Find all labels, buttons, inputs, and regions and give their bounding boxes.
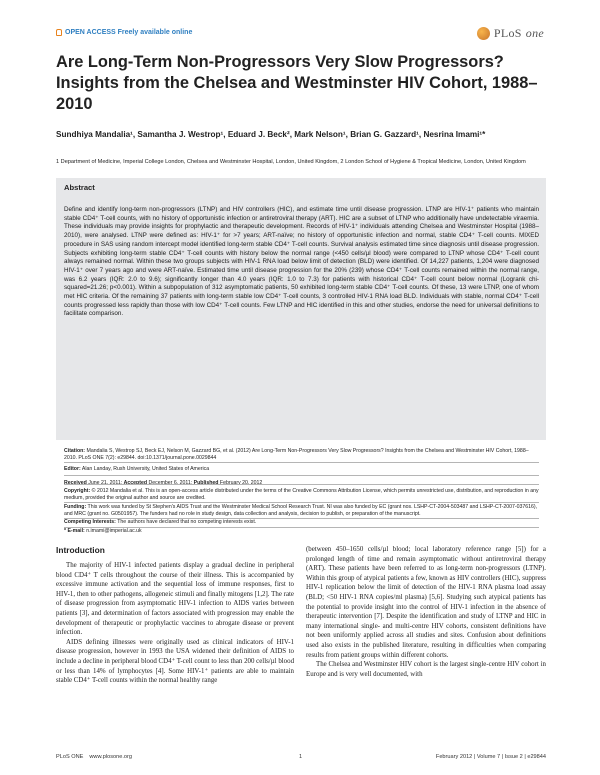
abstract-heading: Abstract [64,183,95,192]
author-list: Sundhiya Mandalia¹, Samantha J. Westrop¹, Eduard J. Beck², Mark Nelson¹, Brian G. Gazzard¹, Nesrina Imami¹* [56,130,486,139]
citation-label: Citation: [64,448,86,454]
logo-text-plos: PLoS [493,26,522,40]
received-label: Received [64,480,87,486]
copyright-text: © 2012 Mandalia et al. This is an open-access article distributed under the terms of the Creative Commons Attribution License, which permits unrestricted use, distribution, and reproduction in any medium, provided the original author and source are credited. [64,488,539,502]
competing-interests-text: The authors have declared that no competing interests exist. [115,519,257,525]
funding-text: This work was funded by St Stephen's AIDS Trust and the Westminster Medical School Research Trust. NI was also funded by EC (grant nos. LSHP-CT-2004-503487 and LSHP-CT-2007-037616), and MRC (grant no. G0501957). The funders had no role in study design, data collection and analysis, decision to publish, or preparation of the manuscript. [64,504,538,518]
journal-header [56,28,544,44]
funding [64,504,539,519]
published-date: February 20, 2012 [219,480,263,486]
intro-paragraph: (between 450–1650 cells/µl blood; local laboratory reference range [5]) for a prolonged length of time and remain asymptomatic without antiretroviral therapy (ART). These patients have been referred to as long-term non-progressors (LTNP). Within this group of atypical patients a few, known as HIV controllers (HIC), suppress HIV-1 replication below the limit of detection of the HIV-1 RNA plasma load assay (BLD; <50 HIV-1 RNA copies/ml plasma) [5,6]. Studying such atypical patients has the potential to provide insight into the control of HIV-1 infection in the absence of therapeutic intervention [7]. Despite the identification and study of LTNP and HIC in many international single- and multi-centre HIV cohorts, consistent definitions have not been uniformly applied across all studies and sites. Confusion about definitions used also exists in the published literature, resulting in difficulties when comparing results from patient groups within different cohorts. [306,546,546,659]
page-footer [56,754,546,764]
published-label: Published [193,480,219,486]
accepted-date: December 6, 2011; [148,480,193,486]
footer-url[interactable]: www.plosone.org [89,754,132,760]
meta-divider [64,484,539,485]
email-label: * E-mail: [64,528,85,534]
intro-paragraph: The Chelsea and Westminster HIV cohort is the largest single-centre HIV cohort in Europe and is very well documented, with [306,661,546,678]
journal-logo [477,26,544,41]
editor-label: Editor: [64,466,81,472]
section-heading-introduction: Introduction [56,545,105,555]
footer-journal-name: PLoS ONE [56,754,84,760]
intro-column-right [306,545,546,679]
abstract-box [56,178,546,440]
abstract-text: Define and identify long-term non-progressors (LTNP) and HIV controllers (HIC), and estimate time until disease progression. LTNP are HIV-1⁺ patients who maintain stable CD4⁺ T-cell counts, with no history of opportunistic infection or antiretroviral therapy (ART). HIC are a subset of LTNP who additionally have undetectable viraemia. These individuals may provide insights for prophylactic and therapeutic development. Records of HIV-1⁺ individuals attending Chelsea and Westminster Hospital (1988–2010), were analysed. LTNP were defined as: HIV-1⁺ for >7 years; ART-naïve; no history of opportunistic infection and normal, stable CD4⁺ T-cell counts. MIXED procedure in SAS using random intercept model identified long-term stable CD4⁺ T-cell counts. Survival analysis estimated time since diagnosis until disease progression. Subjects exhibiting long-term stable CD4⁺ T-cell counts with history below the normal range (<450 cells/µl blood) were compared to LTNP whose CD4⁺ T-cell count always remained normal. Within these two groups subjects with HIV-1 RNA load below limit of detection (BLD) were identified. Of 14,227 patients, 1,204 were diagnosed HIV-1⁺ over 7 years ago and were ART-naïve. Estimated time until disease progression for the 20% (239) whose CD4⁺ T-cell counts remained within the normal range, was 6.2 years (IQR: 2.0 to 9.6); significantly longer than 4.0 years (IQR: 1.0 to 7.3) for patients with historical CD4⁺ T-cell count below normal (Logrank chi-squared=21.26; p<0.001). Within a subpopulation of 312 asymptomatic patients, 50 exhibited long-term stable CD4⁺ T-cell counts. Of these, 13 were LTNP, one of whom met HIC criteria. Of the remaining 37 patients with long-term stable low CD4⁺ T-cell counts, 3 controlled HIV-1 RNA load BLD. Individuals with stable, normal CD4⁺ T-cell counts progressed less rapidly than those with low CD4⁺ T-cell counts. Few LTNP and HIC identified in this and other studies, endorse the need for universal definitions to facilitate comparison. [64,206,539,318]
email [64,528,539,535]
article-title: Are Long-Term Non-Progressors Very Slow Progressors? Insights from the Chelsea and Westminster HIV Cohort, 1988–2010 [56,53,538,113]
accepted-label: Accepted [123,480,148,486]
footer-journal [56,754,132,760]
meta-divider [64,475,539,476]
open-access-badge [56,29,192,36]
intro-column-left [56,561,294,686]
logo-text-one: one [525,26,544,40]
email-text[interactable]: n.imami@imperial.ac.uk [84,528,142,534]
editor [64,466,539,473]
page-number: 1 [299,754,303,760]
copyright-label: Copyright: [64,488,91,494]
footer-issue: February 2012 | Volume 7 | Issue 2 | e29844 [435,754,546,760]
plos-sun-icon [477,27,490,40]
editor-text: Alan Landay, Rush University, United States of America [81,466,210,472]
affiliations: 1 Department of Medicine, Imperial College London, Chelsea and Westminster Hospital, London, United Kingdom, 2 London School of Hygiene & Tropical Medicine, London, United Kingdom [56,159,526,165]
meta-divider [64,462,539,463]
open-lock-icon [56,29,62,36]
citation [64,448,539,463]
received-date: June 21, 2011; [88,480,123,486]
copyright [64,437,65,438]
open-access-label: OPEN ACCESS Freely available online [65,29,193,36]
meta-divider [64,502,539,503]
competing-interests-label: Competing Interests: [64,519,116,525]
competing-interests [64,519,539,526]
copyright [64,488,539,503]
intro-paragraph: The majority of HIV-1 infected patients display a gradual decline in peripheral blood CD4⁺ T cells throughout the course of their illness. This is accompanied by excessive immune activation and the sequential loss of immune responses, first to HIV-1, then to other pathogens, allogeneic stimuli and finally mitogens [1,2]. The rate of disease progression from asymptomatic HIV-1 infection to AIDS varies between patients [3], and determination of factors associated with progression may enable the development of therapeutic or prophylactic vaccines to abrogate disease or prevent infection. [56,562,294,637]
citation-text: Mandalia S, Westrop SJ, Beck EJ, Nelson M, Gazzard BG, et al. (2012) Are Long-Term Non-Progressors Very Slow Progressors? Insights from the Chelsea and Westminster HIV Cohort, 1988–2010. PLoS ONE 7(2): e29844. doi:10.1371/journal.pone.0029844 [64,448,529,462]
funding-label: Funding: [64,504,87,510]
intro-paragraph: AIDS defining illnesses were originally used as clinical indicators of HIV-1 disease progression, however in 1993 the USA widened their definition of AIDS to include a decline in peripheral blood CD4⁺ T-cell count to less than 200 cells/µl blood or less than 14% of lymphocytes [4]. Some HIV-1⁺ patients are able to maintain stable CD4⁺ T-cell counts within the normal healthy range [56,638,295,685]
